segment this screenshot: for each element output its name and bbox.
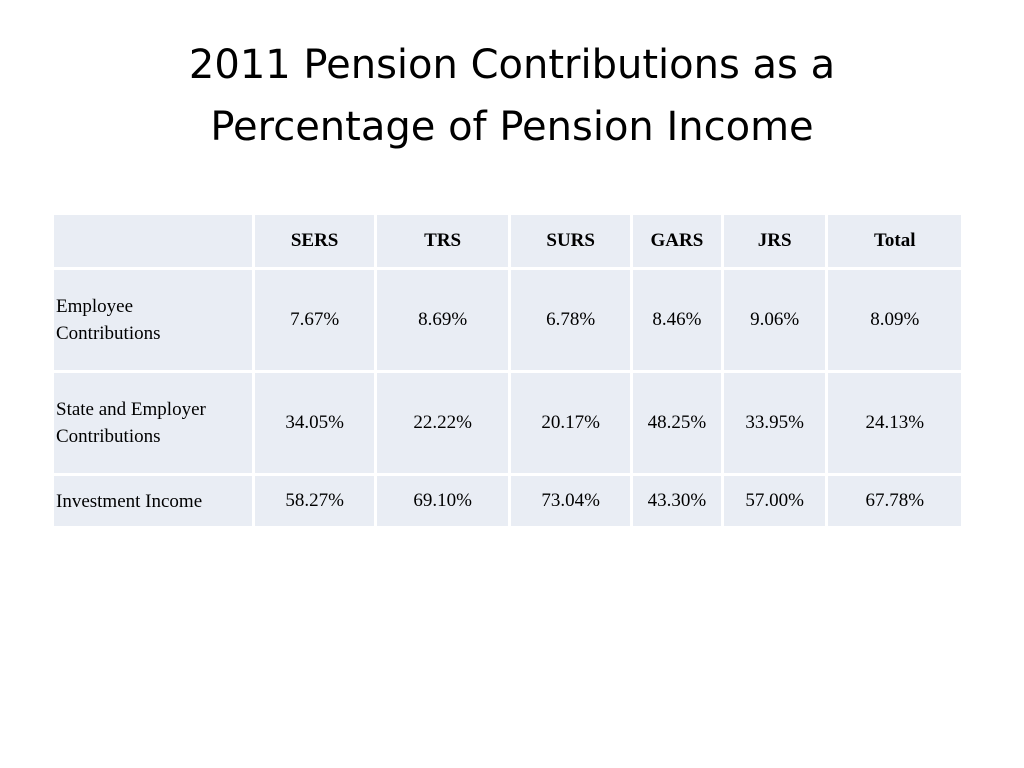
row-label-line: Contributions (56, 426, 161, 447)
table-cell: 58.27% (254, 475, 376, 528)
row-label-employee-contributions (53, 269, 254, 372)
table-cell: 43.30% (631, 475, 722, 528)
table-corner-cell (53, 214, 254, 269)
table-cell: 57.00% (722, 475, 827, 528)
table-cell: 9.06% (722, 269, 827, 372)
column-header-jrs: JRS (722, 214, 827, 269)
table-cell: 8.09% (827, 269, 963, 372)
row-label-line: Investment Income (56, 490, 203, 512)
slide-title (0, 34, 1024, 158)
table-cell: 69.10% (375, 475, 509, 528)
row-label-line: Employee (56, 296, 134, 317)
table-cell: 7.67% (254, 269, 376, 372)
table-row (53, 269, 963, 372)
table-row (53, 372, 963, 475)
table-cell: 33.95% (722, 372, 827, 475)
slide-title-line-1: 2011 Pension Contributions as a (188, 42, 836, 88)
row-label-line: State and Employer (56, 399, 206, 420)
table-cell: 34.05% (254, 372, 376, 475)
column-header-trs: TRS (375, 214, 509, 269)
table-cell: 8.69% (375, 269, 509, 372)
table-header-row (53, 214, 963, 269)
column-header-total: Total (827, 214, 963, 269)
pension-contributions-table (51, 212, 964, 529)
table-row (53, 475, 963, 528)
table-cell: 22.22% (375, 372, 509, 475)
table-cell: 8.46% (631, 269, 722, 372)
row-label-line: Contributions (56, 323, 161, 344)
row-label-state-employer-contributions (53, 372, 254, 475)
table-cell: 20.17% (510, 372, 632, 475)
table-cell: 73.04% (510, 475, 632, 528)
column-header-sers: SERS (254, 214, 376, 269)
table-cell: 67.78% (827, 475, 963, 528)
column-header-gars: GARS (631, 214, 722, 269)
table-cell: 48.25% (631, 372, 722, 475)
row-label-investment-income (53, 475, 254, 528)
slide-title-line-2: Percentage of Pension Income (210, 104, 814, 150)
column-header-surs: SURS (510, 214, 632, 269)
table-cell: 6.78% (510, 269, 632, 372)
table-cell: 24.13% (827, 372, 963, 475)
